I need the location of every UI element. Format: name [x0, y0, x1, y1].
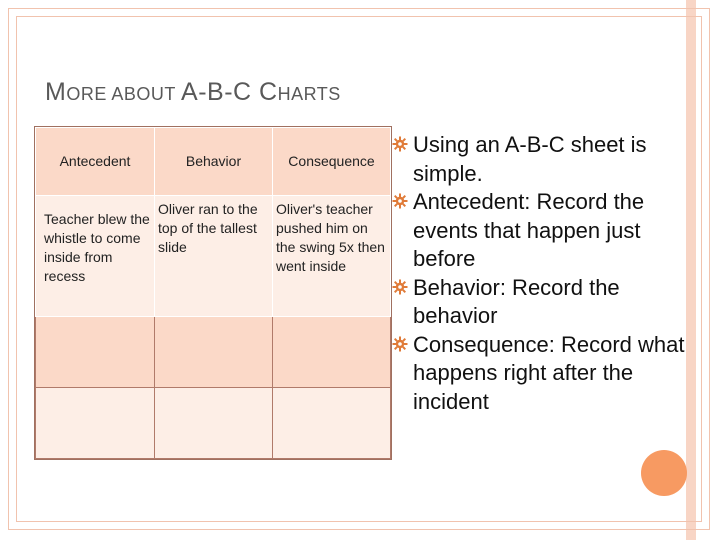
- bullet-list: [392, 131, 692, 416]
- bullet-text: Using an A-B-C sheet is simple.: [413, 132, 647, 186]
- bullet-item: [392, 131, 692, 188]
- abc-chart-table: [35, 127, 391, 459]
- cell-empty: [273, 388, 391, 459]
- table-row: [36, 196, 391, 317]
- gear-sun-icon: [392, 136, 408, 152]
- cell-empty: [155, 388, 273, 459]
- table-header-row: [36, 128, 391, 196]
- bullet-text: Consequence: Record what happens right after the incident: [413, 331, 685, 414]
- gear-sun-icon: [392, 193, 408, 209]
- gear-sun-icon: [392, 279, 408, 295]
- cell-empty: [36, 317, 155, 388]
- table-row: [36, 317, 391, 388]
- slide-title: MORE ABOUT A-B-C CHARTS: [45, 78, 341, 106]
- gear-sun-icon: [392, 336, 408, 352]
- bullet-item: [392, 331, 692, 417]
- cell-empty: [36, 388, 155, 459]
- cell-antecedent: Teacher blew the whistle to come inside from recess: [36, 196, 155, 317]
- bullet-item: [392, 188, 692, 274]
- header-consequence: Consequence: [273, 128, 391, 196]
- cell-empty: [273, 317, 391, 388]
- cell-empty: [155, 317, 273, 388]
- cell-consequence: Oliver's teacher pushed him on the swing 5x then went inside: [273, 196, 391, 317]
- bullet-text: Antecedent: Record the events that happen just before: [413, 189, 645, 271]
- bullet-item: [392, 274, 692, 331]
- decorative-circle: [641, 450, 687, 496]
- cell-behavior: Oliver ran to the top of the tallest slide: [155, 196, 273, 317]
- header-behavior: Behavior: [155, 128, 273, 196]
- table-row: [36, 388, 391, 459]
- header-antecedent: Antecedent: [36, 128, 155, 196]
- bullet-text: Behavior: Record the behavior: [413, 274, 620, 328]
